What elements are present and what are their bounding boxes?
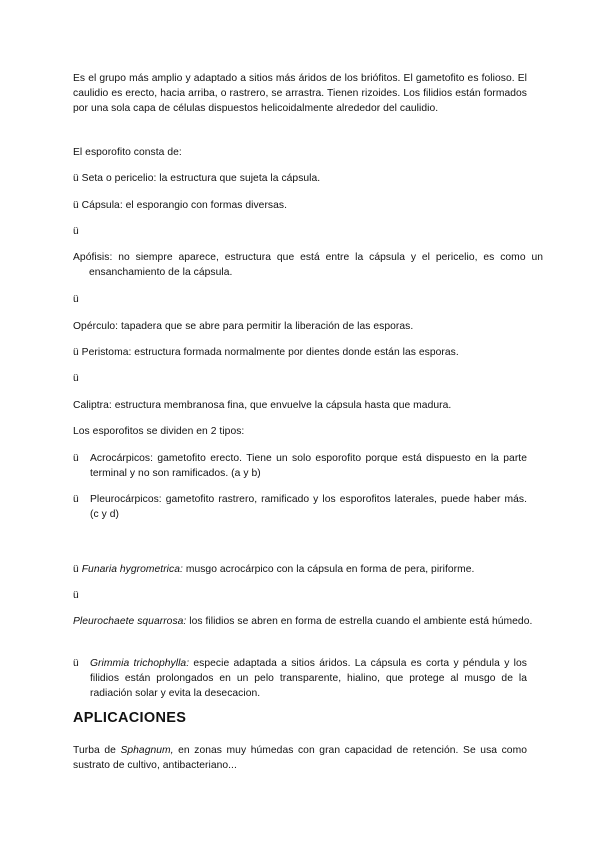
turba-paragraph bbox=[73, 743, 527, 773]
item-caliptra: Caliptra: estructura membranosa fina, que envuelve la cápsula hasta que madura. bbox=[73, 400, 452, 411]
item-pleurochaete bbox=[73, 614, 543, 629]
turba-prefix: Turba de bbox=[73, 745, 121, 756]
item-peristoma: ü Peristoma: estructura formada normalmente por dientes donde están las esporas. bbox=[73, 347, 459, 358]
bullet-mark: ü bbox=[73, 658, 79, 669]
bullet-mark: ü bbox=[73, 226, 79, 237]
item-pleurocarpicos bbox=[73, 492, 527, 522]
sphagnum-species: Sphagnum, bbox=[120, 745, 174, 756]
grimmia-text: especie adaptada a sitios áridos. La cápsula es corta y péndula y los filidios están prolongados en un pelo transparente, hialino, que protege al musgo de la radiación solar y evita la desecacion. bbox=[90, 658, 527, 699]
bullet-mark: ü bbox=[73, 294, 79, 305]
section-heading: APLICACIONES bbox=[73, 710, 187, 726]
intro-paragraph: Es el grupo más amplio y adaptado a sitios más áridos de los briófitos. El gametofito es folioso. El caulidio es erecto, hacia arriba, o rastrero, se arrastra. Tienen rizoides. Los filidios están formados por una sola capa de células dispuestos helicoidalmente alrededor del caulidio. bbox=[73, 73, 527, 114]
item-seta: ü Seta o pericelio: la estructura que sujeta la cápsula. bbox=[73, 173, 321, 184]
pleurochaete-text: los filidios se abren en forma de estrella cuando el ambiente está húmedo. bbox=[186, 616, 533, 627]
funaria-species: Funaria hygrometrica: bbox=[81, 564, 183, 575]
grimmia-body bbox=[90, 656, 527, 701]
item-capsula: ü Cápsula: el esporangio con formas diversas. bbox=[73, 200, 288, 211]
item-grimmia bbox=[73, 656, 527, 701]
turba-text: en zonas muy húmedas con gran capacidad de retención. Se usa como sustrato de cultivo, antibacteriano... bbox=[73, 745, 527, 771]
acrocarpicos-text: Acrocárpicos: gametofito erecto. Tiene un solo esporofito porque está dispuesto en la parte terminal y no son ramificados. (a y b) bbox=[90, 453, 527, 479]
bullet-mark: ü bbox=[73, 373, 79, 384]
bullet-mark: ü bbox=[73, 590, 79, 601]
types-intro: Los esporofitos se dividen en 2 tipos: bbox=[73, 426, 245, 437]
item-apofisis: Apófisis: no siempre aparece, estructura que está entre la cápsula y el pericelio, es como un ensanchamiento de la cápsula. bbox=[73, 252, 543, 278]
sporophyte-intro: El esporofito consta de: bbox=[73, 147, 182, 158]
pleurocarpicos-text: Pleurocárpicos: gametofito rastrero, ramificado y los esporofitos laterales, puede haber más. (c y d) bbox=[90, 494, 527, 520]
funaria-text: musgo acrocárpico con la cápsula en forma de pera, piriforme. bbox=[182, 564, 475, 575]
bullet-mark: ü bbox=[73, 453, 79, 464]
bullet-mark: ü bbox=[73, 564, 79, 575]
item-funaria bbox=[73, 562, 527, 577]
grimmia-species: Grimmia trichophylla: bbox=[90, 658, 190, 669]
pleurochaete-species: Pleurochaete squarrosa: bbox=[73, 616, 187, 627]
item-operculo: Opérculo: tapadera que se abre para permitir la liberación de las esporas. bbox=[73, 321, 414, 332]
bullet-mark: ü bbox=[73, 494, 79, 505]
item-acrocarpicos bbox=[73, 451, 527, 481]
